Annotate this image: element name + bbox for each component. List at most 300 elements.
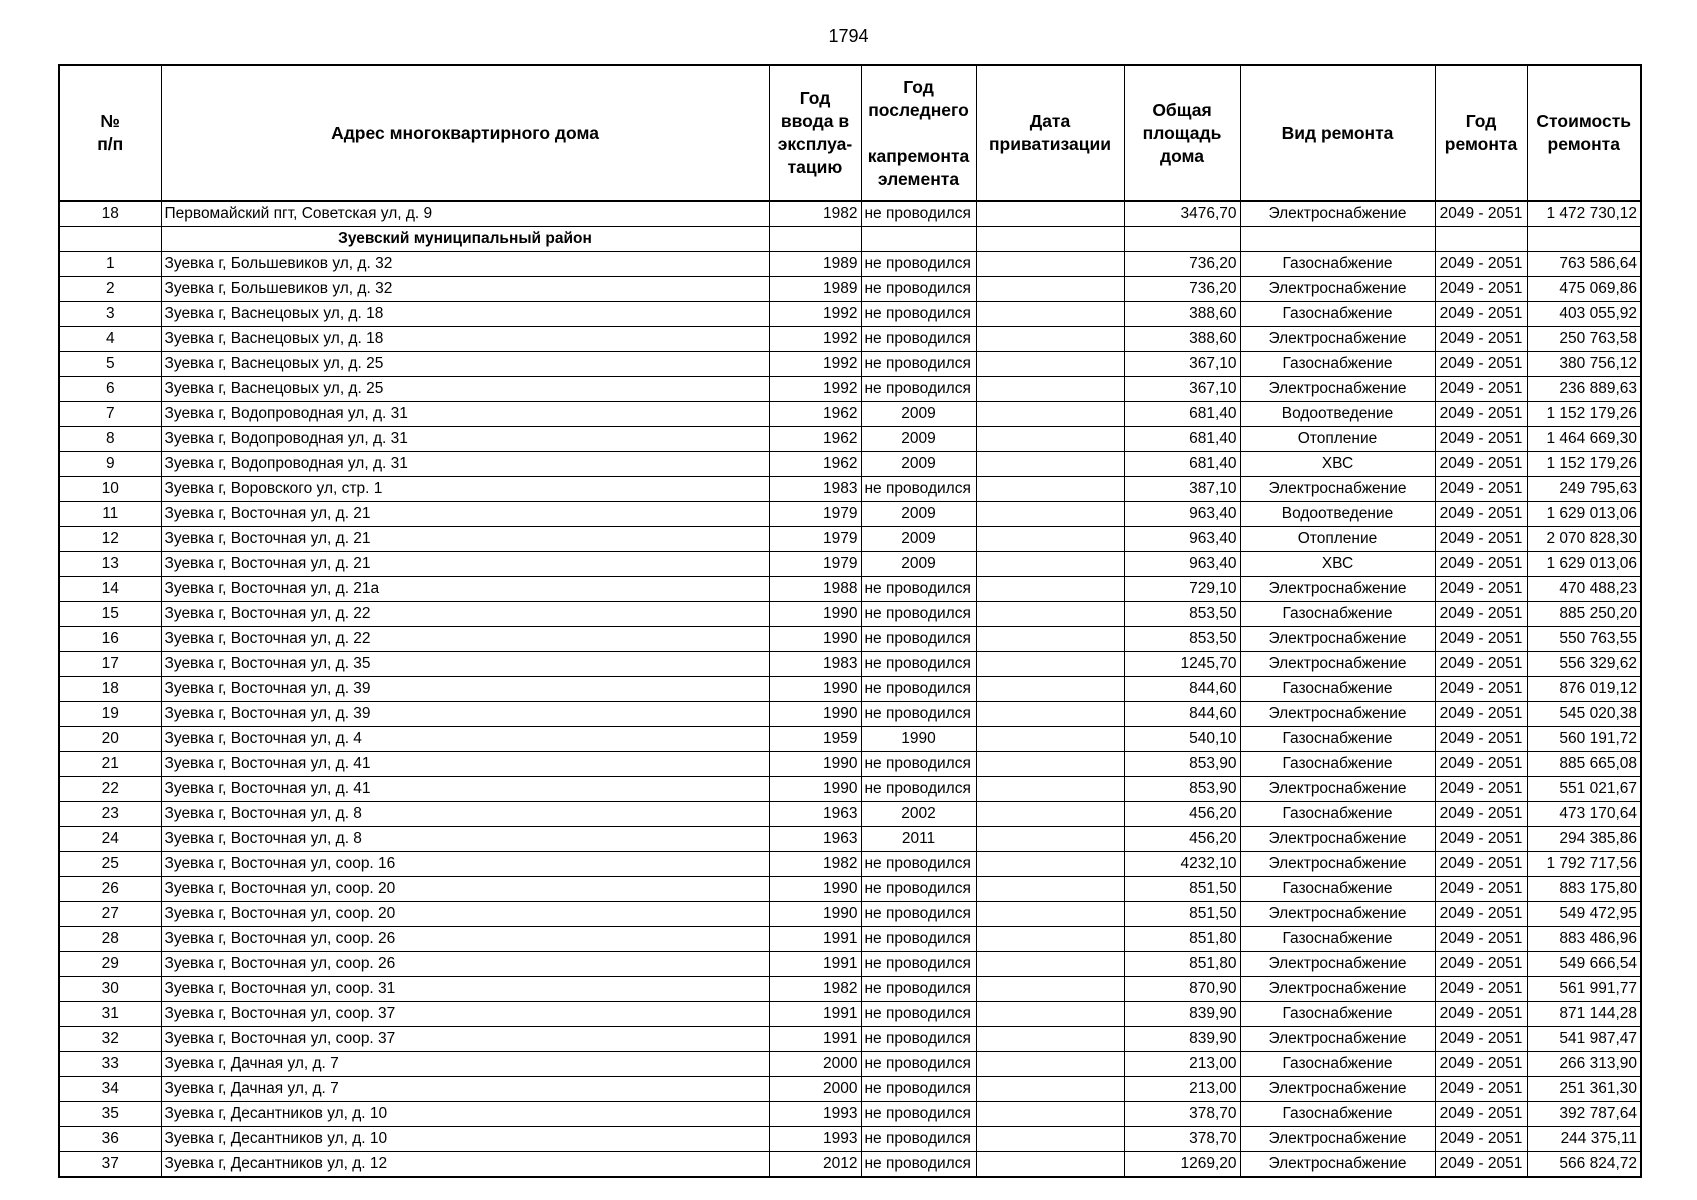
cell-repair-type: Газоснабжение [1240, 352, 1435, 377]
cell-repair-year: 2049 - 2051 [1435, 302, 1527, 327]
cell-area: 213,00 [1124, 1052, 1240, 1077]
cell-address: Зуевка г, Восточная ул, д. 21 [161, 502, 769, 527]
table-row [59, 1002, 1641, 1027]
cell-year: 1962 [769, 402, 861, 427]
cell-num: 6 [59, 377, 161, 402]
cell-repair-type: ХВС [1240, 452, 1435, 477]
cell-repair-year: 2049 - 2051 [1435, 402, 1527, 427]
cell-address: Зуевка г, Васнецовых ул, д. 18 [161, 302, 769, 327]
cell-last-repair: не проводился [861, 1152, 976, 1178]
table-row [59, 477, 1641, 502]
header-num [59, 65, 161, 201]
cell-year: 1963 [769, 827, 861, 852]
cell-address: Зуевка г, Восточная ул, д. 21 [161, 552, 769, 577]
cell-cost: 392 787,64 [1527, 1102, 1641, 1127]
table-row [59, 427, 1641, 452]
cell-repair-type: Электроснабжение [1240, 652, 1435, 677]
cell-privatization [976, 402, 1124, 427]
cell-repair-type: Газоснабжение [1240, 1002, 1435, 1027]
cell-year: 1979 [769, 527, 861, 552]
cell-last-repair: не проводился [861, 1027, 976, 1052]
cell-privatization [976, 977, 1124, 1002]
cell-num: 27 [59, 902, 161, 927]
cell-last-repair: не проводился [861, 602, 976, 627]
cell-address: Зуевка г, Восточная ул, соор. 20 [161, 902, 769, 927]
cell-year: 1990 [769, 627, 861, 652]
header-line: дома [1159, 145, 1204, 166]
header-line: Стоимость [1536, 111, 1632, 131]
cell-cost: 885 250,20 [1527, 602, 1641, 627]
cell-num: 3 [59, 302, 161, 327]
table-row [59, 1077, 1641, 1102]
cell-last-repair: не проводился [861, 1077, 976, 1102]
cell-cost: 1 629 013,06 [1527, 502, 1641, 527]
cell-repair-type: Газоснабжение [1240, 677, 1435, 702]
cell-repair-year: 2049 - 2051 [1435, 777, 1527, 802]
cell-privatization [976, 352, 1124, 377]
cell-area: 367,10 [1124, 352, 1240, 377]
cell-year: 1992 [769, 327, 861, 352]
cell-repair-type: Газоснабжение [1240, 602, 1435, 627]
cell-year: 1979 [769, 502, 861, 527]
cell-num: 18 [59, 201, 161, 227]
cell-cost: 883 175,80 [1527, 877, 1641, 902]
cell-repair-year: 2049 - 2051 [1435, 827, 1527, 852]
table-row [59, 377, 1641, 402]
cell-num: 16 [59, 627, 161, 652]
cell-num: 33 [59, 1052, 161, 1077]
cell-area: 378,70 [1124, 1102, 1240, 1127]
cell-last-repair: не проводился [861, 627, 976, 652]
cell-num: 7 [59, 402, 161, 427]
cell-num: 30 [59, 977, 161, 1002]
table-row [59, 1102, 1641, 1127]
cell-address: Зуевка г, Восточная ул, д. 22 [161, 627, 769, 652]
cell-cost: 560 191,72 [1527, 727, 1641, 752]
cell-repair-year: 2049 - 2051 [1435, 602, 1527, 627]
cell-last-repair: не проводился [861, 327, 976, 352]
cell-area: 851,80 [1124, 952, 1240, 977]
cell-privatization [976, 852, 1124, 877]
header-line: ввода в [780, 111, 850, 131]
cell-area: 387,10 [1124, 477, 1240, 502]
header-line: эксплуа- [777, 134, 853, 154]
cell-num: 35 [59, 1102, 161, 1127]
cell-repair-year: 2049 - 2051 [1435, 902, 1527, 927]
cell-last-repair: 2002 [861, 802, 976, 827]
cell-cost: 470 488,23 [1527, 577, 1641, 602]
table-row [59, 977, 1641, 1002]
table-row [59, 852, 1641, 877]
cell-cost: 244 375,11 [1527, 1127, 1641, 1152]
cell-year: 2000 [769, 1077, 861, 1102]
cell-area: 388,60 [1124, 302, 1240, 327]
cell-privatization [976, 677, 1124, 702]
repair-table [58, 64, 1642, 1178]
cell-repair-type: Электроснабжение [1240, 377, 1435, 402]
cell-year: 1990 [769, 777, 861, 802]
table-row [59, 352, 1641, 377]
cell-last-repair: не проводился [861, 352, 976, 377]
cell-repair-year: 2049 - 2051 [1435, 1077, 1527, 1102]
cell-repair-type: Газоснабжение [1240, 752, 1435, 777]
cell-repair-type: Электроснабжение [1240, 627, 1435, 652]
cell-privatization [976, 652, 1124, 677]
cell-privatization [976, 552, 1124, 577]
header-privatization [976, 65, 1124, 201]
cell-last-repair: не проводился [861, 377, 976, 402]
cell-address: Зуевка г, Восточная ул, соор. 37 [161, 1027, 769, 1052]
cell-repair-year: 2049 - 2051 [1435, 502, 1527, 527]
table-row [59, 327, 1641, 352]
cell-privatization [976, 602, 1124, 627]
header-line: Дата [1029, 111, 1071, 131]
cell-address: Зуевка г, Десантников ул, д. 10 [161, 1127, 769, 1152]
cell-num: 10 [59, 477, 161, 502]
cell-year: 1982 [769, 201, 861, 227]
cell-area: 853,90 [1124, 752, 1240, 777]
cell-repair-year: 2049 - 2051 [1435, 952, 1527, 977]
cell-repair-type: ХВС [1240, 552, 1435, 577]
cell-address: Зуевка г, Водопроводная ул, д. 31 [161, 452, 769, 477]
cell-num: 4 [59, 327, 161, 352]
cell-repair-type: Электроснабжение [1240, 827, 1435, 852]
cell-repair-type: Электроснабжение [1240, 952, 1435, 977]
table-row [59, 877, 1641, 902]
cell-cost: 475 069,86 [1527, 277, 1641, 302]
cell-area: 540,10 [1124, 727, 1240, 752]
cell-area: 388,60 [1124, 327, 1240, 352]
cell-area: 456,20 [1124, 827, 1240, 852]
cell-repair-year: 2049 - 2051 [1435, 877, 1527, 902]
cell-repair-year: 2049 - 2051 [1435, 1127, 1527, 1152]
header-year-commission [769, 65, 861, 201]
cell-cost: 380 756,12 [1527, 352, 1641, 377]
table-row [59, 1152, 1641, 1178]
cell-num: 36 [59, 1127, 161, 1152]
cell-year: 1993 [769, 1127, 861, 1152]
cell-cost: 549 666,54 [1527, 952, 1641, 977]
cell-last-repair: не проводился [861, 702, 976, 727]
cell-area: 963,40 [1124, 552, 1240, 577]
cell-last-repair: 2009 [861, 527, 976, 552]
cell-repair-type: Водоотведение [1240, 502, 1435, 527]
cell-cost: 1 472 730,12 [1527, 201, 1641, 227]
cell-year: 1979 [769, 552, 861, 577]
cell-year: 1959 [769, 727, 861, 752]
cell-year: 1983 [769, 477, 861, 502]
cell-year: 1992 [769, 352, 861, 377]
cell-last-repair: не проводился [861, 302, 976, 327]
cell-repair-year: 2049 - 2051 [1435, 752, 1527, 777]
header-last-repair [861, 65, 976, 201]
section-title: Зуевский муниципальный район [161, 227, 769, 252]
header-line [864, 122, 974, 145]
cell-area: 851,80 [1124, 927, 1240, 952]
cell-last-repair: 2009 [861, 502, 976, 527]
cell-privatization [976, 1027, 1124, 1052]
cell-address: Зуевка г, Восточная ул, д. 8 [161, 827, 769, 852]
cell-address: Зуевка г, Васнецовых ул, д. 25 [161, 352, 769, 377]
cell-last-repair: не проводился [861, 927, 976, 952]
cell-address: Зуевка г, Восточная ул, д. 39 [161, 677, 769, 702]
section-row [59, 227, 1641, 252]
header-line: приватизации [988, 134, 1112, 154]
cell-cost: 236 889,63 [1527, 377, 1641, 402]
cell-cost: 1 152 179,26 [1527, 402, 1641, 427]
cell-num: 25 [59, 852, 161, 877]
table-row [59, 927, 1641, 952]
cell-cost: 541 987,47 [1527, 1027, 1641, 1052]
cell-num: 5 [59, 352, 161, 377]
cell-address: Зуевка г, Дачная ул, д. 7 [161, 1052, 769, 1077]
cell-last-repair: 2009 [861, 402, 976, 427]
cell-privatization [976, 1077, 1124, 1102]
cell-repair-year: 2049 - 2051 [1435, 702, 1527, 727]
cell-last-repair: 2009 [861, 452, 976, 477]
cell-year: 1990 [769, 752, 861, 777]
cell-address: Зуевка г, Дачная ул, д. 7 [161, 1077, 769, 1102]
cell-num: 28 [59, 927, 161, 952]
cell-privatization [976, 902, 1124, 927]
cell-year: 1993 [769, 1102, 861, 1127]
table-row [59, 777, 1641, 802]
cell-cost: 249 795,63 [1527, 477, 1641, 502]
cell-area: 839,90 [1124, 1027, 1240, 1052]
cell-repair-year: 2049 - 2051 [1435, 527, 1527, 552]
cell-privatization [976, 327, 1124, 352]
cell-area: 378,70 [1124, 1127, 1240, 1152]
cell-area: 681,40 [1124, 452, 1240, 477]
cell-privatization [976, 627, 1124, 652]
cell-cost: 473 170,64 [1527, 802, 1641, 827]
cell-cost: 550 763,55 [1527, 627, 1641, 652]
cell-area: 3476,70 [1124, 201, 1240, 227]
cell-privatization [976, 777, 1124, 802]
cell-last-repair [861, 227, 976, 252]
header-line: Год [1465, 111, 1497, 131]
cell-repair-type: Газоснабжение [1240, 802, 1435, 827]
cell-privatization [976, 227, 1124, 252]
cell-address: Зуевка г, Восточная ул, соор. 26 [161, 952, 769, 977]
cell-num [59, 227, 161, 252]
cell-address: Зуевка г, Воровского ул, стр. 1 [161, 477, 769, 502]
table-row [59, 302, 1641, 327]
header-line: элемента [877, 168, 960, 189]
cell-repair-type: Газоснабжение [1240, 877, 1435, 902]
cell-last-repair: не проводился [861, 902, 976, 927]
cell-privatization [976, 727, 1124, 752]
cell-cost: 876 019,12 [1527, 677, 1641, 702]
cell-cost: 885 665,08 [1527, 752, 1641, 777]
table-row [59, 277, 1641, 302]
cell-repair-type: Электроснабжение [1240, 702, 1435, 727]
cell-num: 31 [59, 1002, 161, 1027]
cell-area: 963,40 [1124, 527, 1240, 552]
cell-privatization [976, 877, 1124, 902]
cell-area: 736,20 [1124, 252, 1240, 277]
cell-address: Зуевка г, Восточная ул, д. 21а [161, 577, 769, 602]
cell-cost: 871 144,28 [1527, 1002, 1641, 1027]
cell-cost: 763 586,64 [1527, 252, 1641, 277]
cell-last-repair: не проводился [861, 952, 976, 977]
cell-area: 853,50 [1124, 602, 1240, 627]
cell-last-repair: не проводился [861, 1002, 976, 1027]
cell-cost: 551 021,67 [1527, 777, 1641, 802]
header-repair-type [1240, 65, 1435, 201]
cell-address: Зуевка г, Водопроводная ул, д. 31 [161, 402, 769, 427]
cell-year: 1983 [769, 652, 861, 677]
cell-repair-type: Газоснабжение [1240, 252, 1435, 277]
header-area [1124, 65, 1240, 201]
cell-repair-type: Электроснабжение [1240, 902, 1435, 927]
cell-repair-year [1435, 227, 1527, 252]
cell-area: 870,90 [1124, 977, 1240, 1002]
cell-num: 9 [59, 452, 161, 477]
cell-cost: 1 464 669,30 [1527, 427, 1641, 452]
cell-last-repair: не проводился [861, 1102, 976, 1127]
cell-address: Зуевка г, Десантников ул, д. 10 [161, 1102, 769, 1127]
cell-num: 13 [59, 552, 161, 577]
header-line: Общая [1152, 99, 1212, 120]
cell-privatization [976, 502, 1124, 527]
cell-cost: 556 329,62 [1527, 652, 1641, 677]
cell-address: Зуевка г, Восточная ул, д. 4 [161, 727, 769, 752]
cell-num: 15 [59, 602, 161, 627]
header-line: капремонта [867, 145, 970, 166]
cell-num: 20 [59, 727, 161, 752]
cell-privatization [976, 927, 1124, 952]
cell-cost: 1 792 717,56 [1527, 852, 1641, 877]
cell-last-repair: не проводился [861, 777, 976, 802]
cell-year: 1990 [769, 877, 861, 902]
cell-last-repair: не проводился [861, 752, 976, 777]
cell-address: Зуевка г, Восточная ул, соор. 20 [161, 877, 769, 902]
cell-repair-year: 2049 - 2051 [1435, 477, 1527, 502]
cell-repair-type: Электроснабжение [1240, 577, 1435, 602]
cell-area: 844,60 [1124, 702, 1240, 727]
page-number: 1794 [828, 26, 869, 46]
table-row [59, 452, 1641, 477]
cell-year: 1982 [769, 852, 861, 877]
header-line: площадь [1142, 122, 1222, 143]
cell-last-repair: не проводился [861, 1052, 976, 1077]
cell-repair-type: Электроснабжение [1240, 201, 1435, 227]
cell-address: Зуевка г, Васнецовых ул, д. 18 [161, 327, 769, 352]
cell-cost: 2 070 828,30 [1527, 527, 1641, 552]
cell-repair-year: 2049 - 2051 [1435, 452, 1527, 477]
table-row [59, 752, 1641, 777]
cell-cost: 251 361,30 [1527, 1077, 1641, 1102]
cell-year: 1988 [769, 577, 861, 602]
cell-privatization [976, 302, 1124, 327]
cell-year: 1991 [769, 927, 861, 952]
cell-repair-type: Газоснабжение [1240, 1102, 1435, 1127]
cell-repair-type: Электроснабжение [1240, 1027, 1435, 1052]
cell-area: 853,50 [1124, 627, 1240, 652]
cell-address: Зуевка г, Восточная ул, д. 39 [161, 702, 769, 727]
cell-address: Первомайский пгт, Советская ул, д. 9 [161, 201, 769, 227]
cell-num: 37 [59, 1152, 161, 1178]
cell-address: Зуевка г, Восточная ул, соор. 31 [161, 977, 769, 1002]
cell-year: 1992 [769, 377, 861, 402]
cell-num: 11 [59, 502, 161, 527]
cell-address: Зуевка г, Восточная ул, соор. 37 [161, 1002, 769, 1027]
cell-repair-type: Газоснабжение [1240, 302, 1435, 327]
cell-repair-year: 2049 - 2051 [1435, 577, 1527, 602]
cell-repair-year: 2049 - 2051 [1435, 927, 1527, 952]
header-address [161, 65, 769, 201]
table-row [59, 252, 1641, 277]
table-body [59, 201, 1641, 1177]
cell-year: 1990 [769, 902, 861, 927]
cell-address: Зуевка г, Восточная ул, д. 22 [161, 602, 769, 627]
cell-area: 853,90 [1124, 777, 1240, 802]
cell-area: 456,20 [1124, 802, 1240, 827]
cell-num: 29 [59, 952, 161, 977]
cell-year [769, 227, 861, 252]
cell-address: Зуевка г, Восточная ул, соор. 16 [161, 852, 769, 877]
cell-repair-year: 2049 - 2051 [1435, 352, 1527, 377]
cell-repair-year: 2049 - 2051 [1435, 377, 1527, 402]
table-row [59, 827, 1641, 852]
cell-year: 1991 [769, 1002, 861, 1027]
cell-privatization [976, 427, 1124, 452]
cell-num: 24 [59, 827, 161, 852]
cell-last-repair: не проводился [861, 877, 976, 902]
cell-num: 23 [59, 802, 161, 827]
cell-num: 26 [59, 877, 161, 902]
cell-last-repair: не проводился [861, 677, 976, 702]
header-line: Год [799, 88, 831, 108]
cell-repair-year: 2049 - 2051 [1435, 252, 1527, 277]
cell-repair-year: 2049 - 2051 [1435, 1152, 1527, 1178]
cell-privatization [976, 377, 1124, 402]
table-row [59, 201, 1641, 227]
cell-area: 963,40 [1124, 502, 1240, 527]
cell-year: 1962 [769, 452, 861, 477]
cell-last-repair: 1990 [861, 727, 976, 752]
cell-year: 1992 [769, 302, 861, 327]
cell-privatization [976, 1152, 1124, 1178]
cell-repair-type: Отопление [1240, 527, 1435, 552]
header-line: п/п [97, 134, 124, 154]
table-row [59, 727, 1641, 752]
cell-cost: 566 824,72 [1527, 1152, 1641, 1178]
cell-repair-type: Водоотведение [1240, 402, 1435, 427]
cell-year: 2012 [769, 1152, 861, 1178]
cell-area [1124, 227, 1240, 252]
cell-num: 12 [59, 527, 161, 552]
cell-repair-type: Электроснабжение [1240, 852, 1435, 877]
cell-privatization [976, 952, 1124, 977]
cell-repair-year: 2049 - 2051 [1435, 802, 1527, 827]
table-row [59, 902, 1641, 927]
cell-num: 2 [59, 277, 161, 302]
cell-year: 2000 [769, 1052, 861, 1077]
table-row [59, 502, 1641, 527]
cell-num: 8 [59, 427, 161, 452]
cell-cost: 1 629 013,06 [1527, 552, 1641, 577]
cell-privatization [976, 1002, 1124, 1027]
cell-privatization [976, 1052, 1124, 1077]
cell-repair-type: Электроснабжение [1240, 1127, 1435, 1152]
cell-num: 19 [59, 702, 161, 727]
cell-cost [1527, 227, 1641, 252]
cell-year: 1963 [769, 802, 861, 827]
cell-repair-type: Газоснабжение [1240, 1052, 1435, 1077]
cell-area: 681,40 [1124, 402, 1240, 427]
